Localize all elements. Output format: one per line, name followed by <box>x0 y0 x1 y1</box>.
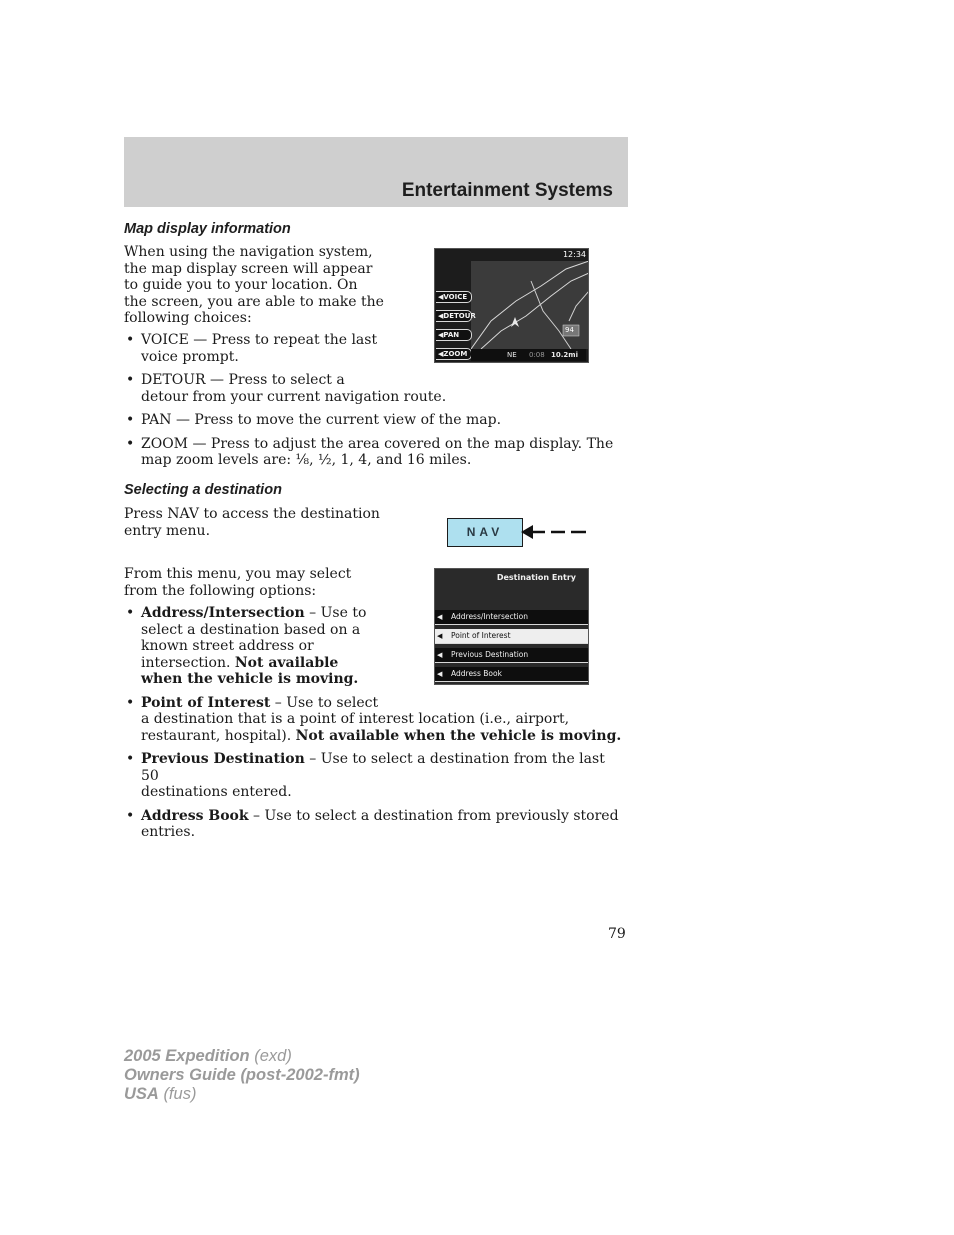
map-display-screen <box>434 248 589 363</box>
distance-readout: 10.2mi <box>551 351 578 359</box>
list-item: • DETOUR — Press to select a detour from your current navigation route. <box>124 372 624 405</box>
destination-intro: Press NAV to access the destination entry menu. <box>124 506 380 539</box>
destination-entry-screen <box>434 568 589 685</box>
chapter-title: Entertainment Systems <box>401 180 613 201</box>
map-clock: 12:34 <box>562 250 586 259</box>
page-number: 79 <box>608 926 626 942</box>
destination-entry-title: Destination Entry <box>496 573 576 582</box>
voice-button[interactable]: ◀VOICE <box>436 291 472 303</box>
map-intro-line: following choices: <box>124 310 252 326</box>
triangle-left-icon: ◀ <box>437 651 443 659</box>
map-intro-line: When using the navigation system, <box>124 244 373 260</box>
destination-section-heading: Selecting a destination <box>124 482 282 498</box>
pointer-arrow-icon <box>521 523 589 541</box>
document-footer: 2005 Expedition (exd) Owners Guide (post-2002-fmt) USA (fus) <box>124 1047 360 1103</box>
list-item: • ZOOM — Press to adjust the area covered on the map display. The map zoom levels are: ⅛, ½, 1, 4, and 16 miles. <box>124 436 624 469</box>
map-intro-line: the screen, you are able to make the <box>124 293 384 310</box>
map-status-bar <box>471 349 586 361</box>
menu-item-address-intersection[interactable]: ◀ Address/Intersection <box>435 610 588 625</box>
list-item: • Address/Intersection – Use to select a destination based on a known street address or intersection. Not available when the vehicle is moving. <box>124 605 624 688</box>
menu-item-previous-destination[interactable]: ◀ Previous Destination <box>435 648 588 663</box>
nav-button[interactable]: NAV <box>447 518 523 547</box>
road-label: 94 <box>565 326 574 334</box>
pan-button[interactable]: ◀PAN <box>436 329 472 341</box>
menu-item-point-of-interest[interactable]: ◀ Point of Interest <box>435 629 588 644</box>
list-item: • VOICE — Press to repeat the last voice prompt. <box>124 332 624 365</box>
map-intro-line: the map display screen will appear <box>124 260 373 277</box>
chapter-header <box>124 137 628 207</box>
list-item: • Point of Interest – Use to select a destination that is a point of interest location (i.e., airport, restaurant, hospital). Not available when the vehicle is moving. <box>124 695 624 745</box>
list-item: • PAN — Press to move the current view of the map. <box>124 412 624 429</box>
time-readout: 0:08 <box>529 351 545 359</box>
triangle-left-icon: ◀ <box>437 670 443 678</box>
map-area <box>471 261 589 349</box>
menu-intro: From this menu, you may select from the following options: <box>124 566 352 599</box>
map-intro-line: to guide you to your location. On <box>124 277 358 293</box>
map-intro <box>124 244 384 327</box>
triangle-left-icon: ◀ <box>437 613 443 621</box>
menu-item-address-book[interactable]: ◀ Address Book <box>435 667 588 682</box>
zoom-button[interactable]: ◀ZOOM <box>436 348 472 360</box>
heading-readout: NE <box>507 351 517 359</box>
triangle-left-icon: ◀ <box>437 632 443 640</box>
detour-button[interactable]: ◀DETOUR <box>438 312 476 320</box>
list-item: • Address Book – Use to select a destination from previously stored entries. <box>124 808 624 841</box>
map-roads <box>471 261 589 349</box>
list-item: • Previous Destination – Use to select a destination from the last 50 destinations entered. <box>124 751 624 801</box>
map-section-heading: Map display information <box>124 221 291 237</box>
